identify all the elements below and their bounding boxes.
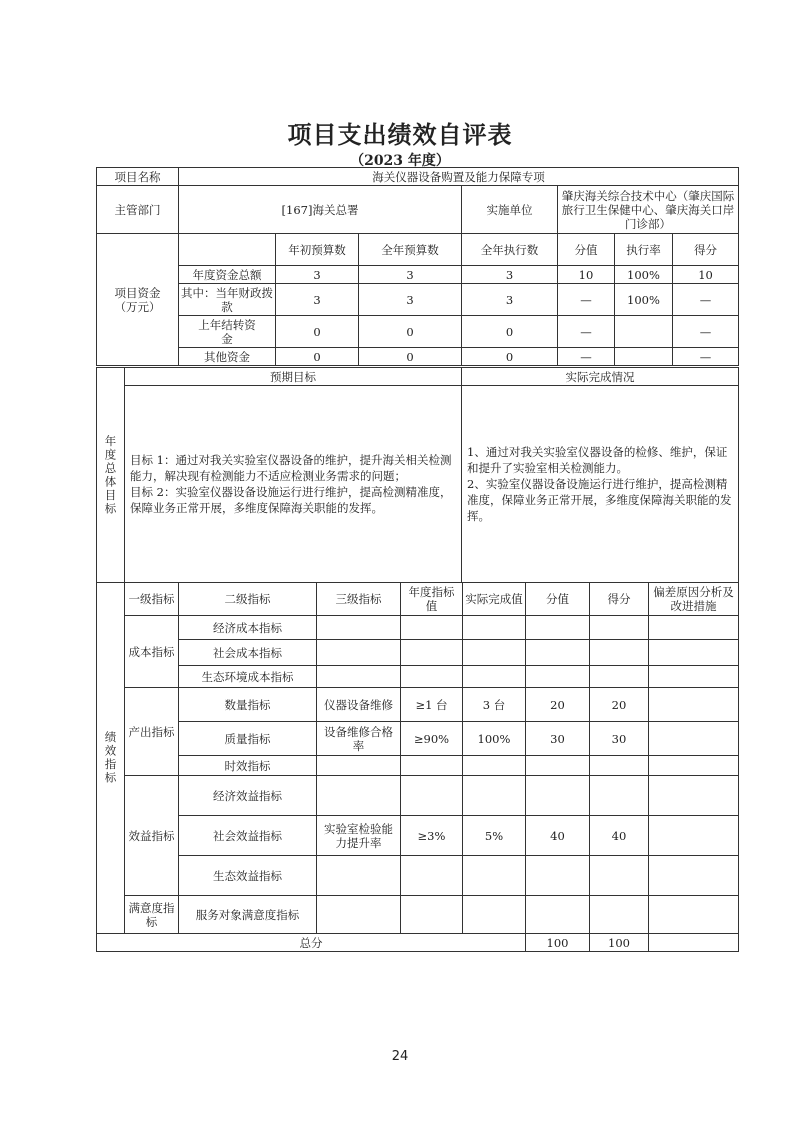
funds-row-name: 年度资金总额	[179, 266, 276, 284]
perf-got	[590, 776, 649, 816]
perf-l2: 经济效益指标	[179, 776, 317, 816]
perf-header: 年度指标值	[401, 583, 463, 616]
funds-cell: 3	[462, 266, 558, 284]
goals-label	[97, 368, 125, 583]
funds-cell	[615, 348, 673, 366]
total-label: 总分	[97, 934, 526, 952]
actual-result-header: 实际完成情况	[462, 368, 739, 386]
funds-label	[97, 234, 179, 366]
funds-row	[97, 266, 739, 284]
perf-got	[590, 666, 649, 688]
funds-header-blank	[179, 234, 276, 266]
perf-actual: 5%	[463, 816, 526, 856]
perf-l2: 社会效益指标	[179, 816, 317, 856]
perf-target	[401, 666, 463, 688]
funds-row-name-text: 上年结转资金	[198, 317, 256, 346]
funds-row-name: 其他资金	[179, 348, 276, 366]
funds-row	[97, 348, 739, 366]
perf-note	[649, 616, 739, 640]
perf-l2: 服务对象满意度指标	[179, 896, 317, 934]
project-info-table	[96, 167, 739, 366]
perf-score	[526, 896, 590, 934]
perf-target: ≥90%	[401, 722, 463, 756]
funds-cell: 10	[673, 266, 739, 284]
perf-score: 20	[526, 688, 590, 722]
annual-goals-table	[96, 367, 739, 583]
funds-cell: —	[558, 284, 615, 316]
perf-got: 40	[590, 816, 649, 856]
perf-got: 30	[590, 722, 649, 756]
perf-target	[401, 640, 463, 666]
funds-cell: —	[673, 316, 739, 348]
funds-row-name	[179, 316, 276, 348]
funds-cell: 0	[276, 316, 359, 348]
total-score: 100	[526, 934, 590, 952]
perf-actual: 3 台	[463, 688, 526, 722]
expected-goal-text: 目标 1：通过对我关实验室仪器设备的维护，提升海关相关检测能力，解决现有检测能力不适应检测业务需求的问题； 目标 2：实验室仪器设备设施运行进行维护，提高检测精准度，保障业务正常开展，多维度保障海关职能的发挥。	[125, 386, 462, 583]
perf-row	[97, 688, 739, 722]
perf-got	[590, 640, 649, 666]
perf-actual	[463, 856, 526, 896]
perf-actual	[463, 640, 526, 666]
impl-label: 实施单位	[462, 186, 558, 234]
perf-l3	[317, 666, 401, 688]
funds-cell: —	[673, 348, 739, 366]
perf-target	[401, 896, 463, 934]
perf-target: ≥3%	[401, 816, 463, 856]
perf-l3: 实验室检验能力提升率	[317, 816, 401, 856]
perf-group-name: 产出指标	[125, 688, 179, 776]
funds-row	[97, 284, 739, 316]
funds-cell: 0	[359, 348, 462, 366]
perf-l2: 生态环境成本指标	[179, 666, 317, 688]
perf-group-name: 满意度指标	[125, 896, 179, 934]
funds-cell: 0	[359, 316, 462, 348]
perf-note	[649, 688, 739, 722]
perf-score: 40	[526, 816, 590, 856]
total-got: 100	[590, 934, 649, 952]
perf-l3	[317, 616, 401, 640]
dept-label: 主管部门	[97, 186, 179, 234]
funds-cell: 3	[359, 284, 462, 316]
perf-actual: 100%	[463, 722, 526, 756]
funds-label-text: 项目资金（万元）	[114, 285, 161, 314]
project-name-label: 项目名称	[97, 168, 179, 186]
expected-goal-header: 预期目标	[125, 368, 462, 386]
perf-target: ≥1 台	[401, 688, 463, 722]
perf-score	[526, 616, 590, 640]
perf-l2: 时效指标	[179, 756, 317, 776]
perf-got	[590, 616, 649, 640]
project-name-value: 海关仪器设备购置及能力保障专项	[179, 168, 739, 186]
perf-l2: 经济成本指标	[179, 616, 317, 640]
perf-row	[97, 640, 739, 666]
funds-cell: 0	[276, 348, 359, 366]
perf-l3: 设备维修合格率	[317, 722, 401, 756]
perf-header: 分值	[526, 583, 590, 616]
goals-label-text: 年度总体目标	[103, 434, 118, 516]
funds-cell: 100%	[615, 266, 673, 284]
perf-row	[97, 722, 739, 756]
perf-label-text: 绩效指标	[103, 731, 118, 785]
funds-cell: —	[558, 316, 615, 348]
perf-got	[590, 896, 649, 934]
funds-header: 分值	[558, 234, 615, 266]
perf-group-name: 效益指标	[125, 776, 179, 896]
perf-l3: 仪器设备维修	[317, 688, 401, 722]
perf-score	[526, 666, 590, 688]
funds-cell: —	[558, 348, 615, 366]
perf-score	[526, 856, 590, 896]
perf-l3	[317, 856, 401, 896]
funds-cell: —	[673, 284, 739, 316]
perf-row	[97, 776, 739, 816]
perf-actual	[463, 776, 526, 816]
perf-l3	[317, 776, 401, 816]
funds-cell: 0	[462, 348, 558, 366]
perf-note	[649, 640, 739, 666]
perf-row	[97, 856, 739, 896]
perf-header: 偏差原因分析及改进措施	[649, 583, 739, 616]
perf-got	[590, 856, 649, 896]
funds-cell: 3	[359, 266, 462, 284]
perf-row	[97, 756, 739, 776]
funds-cell: 10	[558, 266, 615, 284]
perf-label	[97, 583, 125, 934]
actual-result-text: 1、通过对我关实验室仪器设备的检修、维护，保证和提升了实验室相关检测能力。 2、实验室仪器设备设施运行进行维护，提高检测精准度，保障业务正常开展，多维度保障海关职能的发挥。	[462, 386, 739, 583]
page-number: 24	[391, 1049, 409, 1064]
performance-table	[96, 582, 739, 952]
funds-row-name: 其中：当年财政拨款	[179, 284, 276, 316]
page-title: 项目支出绩效自评表	[287, 120, 513, 149]
impl-value: 肇庆海关综合技术中心（肇庆国际旅行卫生保健中心、肇庆海关口岸门诊部）	[558, 186, 739, 234]
perf-target	[401, 856, 463, 896]
perf-row	[97, 616, 739, 640]
funds-cell: 0	[462, 316, 558, 348]
funds-header: 执行率	[615, 234, 673, 266]
perf-row	[97, 896, 739, 934]
perf-note	[649, 856, 739, 896]
perf-actual	[463, 756, 526, 776]
funds-cell: 3	[276, 284, 359, 316]
perf-header: 实际完成值	[463, 583, 526, 616]
perf-group-name: 成本指标	[125, 616, 179, 688]
perf-l3	[317, 896, 401, 934]
perf-l3	[317, 640, 401, 666]
perf-actual	[463, 896, 526, 934]
perf-note	[649, 776, 739, 816]
perf-got: 20	[590, 688, 649, 722]
perf-score	[526, 776, 590, 816]
funds-header: 得分	[673, 234, 739, 266]
perf-row	[97, 816, 739, 856]
perf-score	[526, 640, 590, 666]
perf-header: 三级指标	[317, 583, 401, 616]
funds-header: 全年预算数	[359, 234, 462, 266]
perf-note	[649, 756, 739, 776]
perf-header: 二级指标	[179, 583, 317, 616]
perf-target	[401, 756, 463, 776]
funds-header: 全年执行数	[462, 234, 558, 266]
perf-got	[590, 756, 649, 776]
perf-l2: 社会成本指标	[179, 640, 317, 666]
dept-value: [167]海关总署	[179, 186, 462, 234]
perf-header: 一级指标	[125, 583, 179, 616]
perf-note	[649, 666, 739, 688]
perf-target	[401, 776, 463, 816]
perf-l2: 生态效益指标	[179, 856, 317, 896]
funds-cell: 100%	[615, 284, 673, 316]
funds-header: 年初预算数	[276, 234, 359, 266]
perf-l2: 质量指标	[179, 722, 317, 756]
funds-row	[97, 316, 739, 348]
perf-target	[401, 616, 463, 640]
funds-cell	[615, 316, 673, 348]
perf-row	[97, 666, 739, 688]
perf-note	[649, 816, 739, 856]
perf-actual	[463, 666, 526, 688]
perf-l3	[317, 756, 401, 776]
total-note	[649, 934, 739, 952]
page-subtitle: （2023 年度）	[350, 153, 450, 169]
perf-l2: 数量指标	[179, 688, 317, 722]
perf-score: 30	[526, 722, 590, 756]
funds-cell: 3	[276, 266, 359, 284]
perf-note	[649, 722, 739, 756]
perf-score	[526, 756, 590, 776]
perf-header: 得分	[590, 583, 649, 616]
perf-actual	[463, 616, 526, 640]
perf-note	[649, 896, 739, 934]
funds-cell: 3	[462, 284, 558, 316]
